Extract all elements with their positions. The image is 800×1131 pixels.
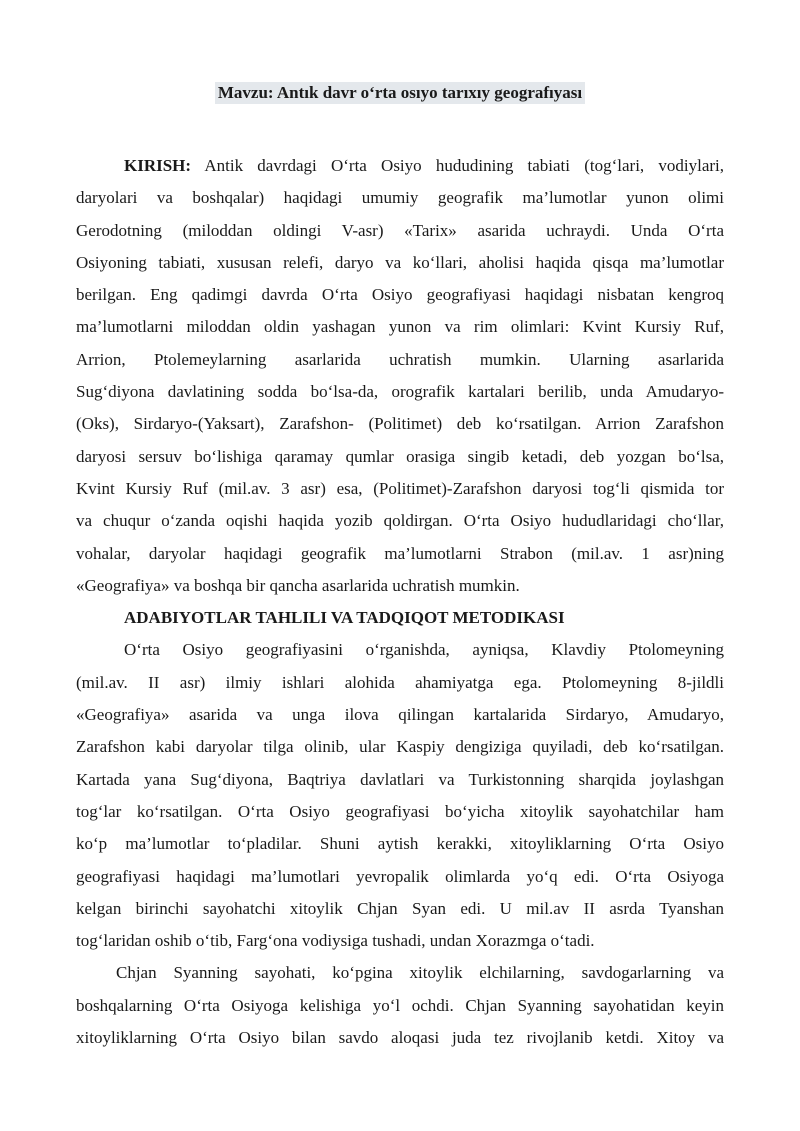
intro-line: ma’lumotlarni miloddan oldin yashagan yunon va rim olimlari: Kvint Kursiy Ruf,	[76, 317, 724, 337]
intro-lead: KIRISH:	[124, 156, 192, 175]
para2-line: ko‘p ma’lumotlar to‘pladilar. Shuni aytish kerakki, xitoyliklarning O‘rta Osiyo	[76, 834, 724, 854]
para3-line: Chjan Syanning sayohati, ko‘pgina xitoylik elchilarning, savdogarlarning va	[116, 963, 724, 983]
section-heading: ADABIYOTLAR TAHLILI VA TADQIQOT METODIKASI	[124, 608, 565, 628]
para3-line: xitoyliklarning O‘rta Osiyo bilan savdo aloqasi juda tez rivojlanib ketdi. Xitoy va	[76, 1028, 724, 1048]
document-body	[76, 150, 724, 1054]
intro-line: Sug‘diyona davlatining sodda bo‘lsa-da, orografik kartalari berilib, unda Amudaryo-	[76, 382, 724, 402]
para2-line: Kartada yana Sug‘diyona, Baqtriya davlatlari va Turkistonning sharqida joylashgan	[76, 769, 724, 789]
intro-line: Gerodotning (miloddan oldingi V-asr) «Tarix» asarida uchraydi. Unda O‘rta	[76, 220, 724, 240]
title-wrapper	[0, 82, 800, 104]
para2-line: geografiyasi haqidagi ma’lumotlari yevropalik olimlarda yo‘q edi. O‘rta Osiyoga	[76, 866, 724, 886]
para2-line: «Geografiya» asarida va unga ilova qilingan kartalarida Sirdaryo, Amudaryo,	[76, 705, 724, 725]
intro-line: «Geografiya» va boshqa bir qancha asarlarida uchratish mumkin.	[76, 575, 520, 595]
intro-paragraph	[76, 150, 724, 602]
para2-line: (mil.av. II asr) ilmiy ishlari alohida ahamiyatga ega. Ptolomeyning 8-jildli	[76, 672, 724, 692]
intro-line: Osiyoning tabiati, xususan relefi, daryo va ko‘llari, aholisi haqida qisqa ma’lumotlar	[76, 252, 724, 272]
intro-line: berilgan. Eng qadimgi davrda O‘rta Osiyo geografiyasi haqidagi nisbatan kengroq	[76, 285, 724, 305]
intro-line	[76, 150, 724, 182]
intro-line: (Oks), Sirdaryo-(Yaksart), Zarafshon- (Politimet) deb ko‘rsatilgan. Arrion Zarafshon	[76, 414, 724, 434]
intro-line: daryosi sersuv bo‘lishiga qaramay qumlar orasiga singib ketadi, deb yozgan bo‘lsa,	[76, 446, 724, 466]
para2-line: Zarafshon kabi daryolar tilga olinib, ular Kaspiy dengiziga quyiladi, deb ko‘rsatilgan.	[76, 737, 724, 757]
para3-line: boshqalarning O‘rta Osiyoga kelishiga yo‘l ochdi. Chjan Syanning sayohatidan keyin	[76, 995, 724, 1015]
intro-line: Kvint Kursiy Ruf (mil.av. 3 asr) esa, (Politimet)-Zarafshon daryosi tog‘li qismida tor	[76, 478, 724, 498]
intro-line-text: Antik davrdagi O‘rta Osiyo hududining tabiati (tog‘lari, vodiylari,	[191, 156, 724, 175]
para2-line: tog‘lar ko‘rsatilgan. O‘rta Osiyo geografiyasi bo‘yicha xitoylik sayohatchilar ham	[76, 801, 724, 821]
para2-line: tog‘laridan oshib o‘tib, Farg‘ona vodiysiga tushadi, undan Xorazmga o‘tadi.	[76, 931, 595, 951]
para2-line: kelgan birinchi sayohatchi xitoylik Chjan Syan edi. U mil.av II asrda Tyanshan	[76, 898, 724, 918]
paragraph-2	[76, 634, 724, 957]
document-title: Mavzu: Antık davr o‘rta osıyo tarıxıy geografıyası	[215, 82, 585, 104]
para2-line: O‘rta Osiyo geografiyasini o‘rganishda, ayniqsa, Klavdiy Ptolomeyning	[124, 640, 724, 660]
intro-line: vohalar, daryolar haqidagi geografik ma’lumotlarni Strabon (mil.av. 1 asr)ning	[76, 543, 724, 563]
paragraph-3	[76, 957, 724, 1054]
intro-line: va chuqur o‘zanda oqishi haqida yozib qoldirgan. O‘rta Osiyo hududlaridagi cho‘llar,	[76, 511, 724, 531]
intro-line: daryolari va boshqalar) haqidagi umumiy geografik ma’lumotlar yunon olimi	[76, 188, 724, 208]
intro-line: Arrion, Ptolemeylarning asarlarida uchratish mumkin. Ularning asarlarida	[76, 349, 724, 369]
